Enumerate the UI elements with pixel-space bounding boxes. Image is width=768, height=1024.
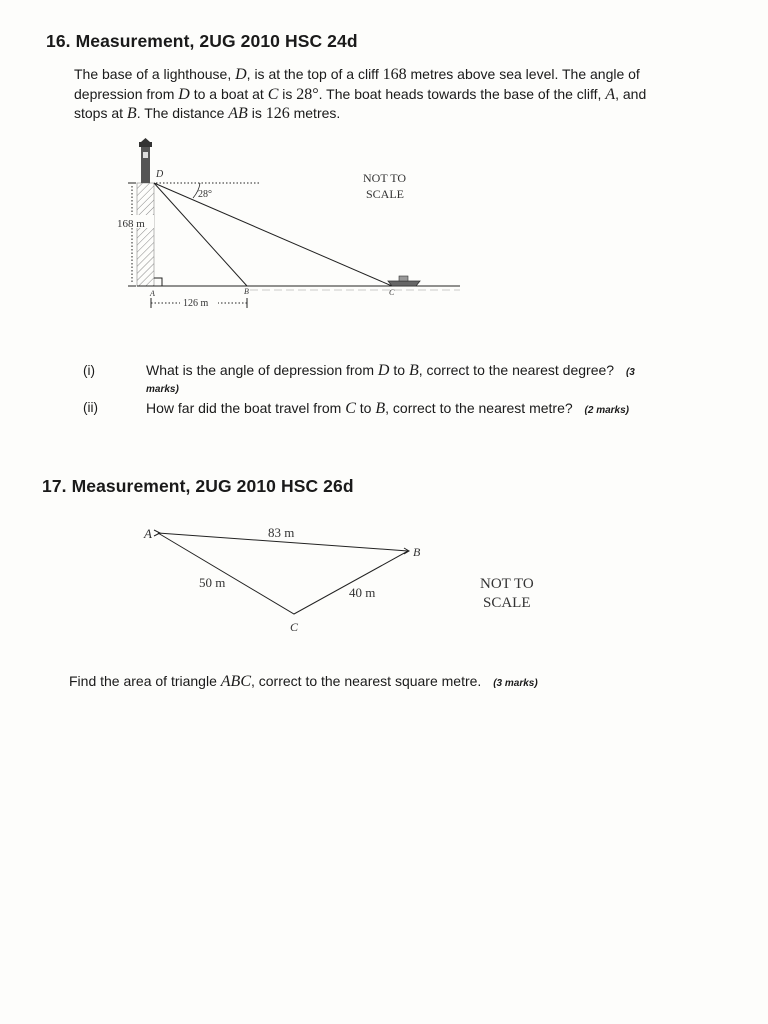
math-ABC: ABC bbox=[220, 673, 251, 690]
text: , correct to the nearest degree? bbox=[418, 362, 615, 378]
math-A: A bbox=[605, 85, 616, 103]
math-28-degrees: 28° bbox=[296, 85, 319, 103]
text: , correct to the nearest metre? bbox=[385, 400, 573, 416]
label-A: A bbox=[150, 289, 155, 298]
text: . The distance bbox=[136, 105, 229, 121]
label-base: 126 m bbox=[183, 298, 209, 309]
text: , correct to the nearest square metre. bbox=[250, 673, 482, 689]
text: depression from bbox=[74, 85, 179, 102]
text: metres. bbox=[289, 105, 341, 121]
text: How far did the boat travel from bbox=[146, 400, 346, 416]
side-label-AB: 83 m bbox=[268, 525, 295, 540]
tri-label-C: C bbox=[290, 620, 299, 634]
label-D: D bbox=[156, 169, 164, 180]
tri-not-to-scale-1: NOT TO bbox=[480, 576, 534, 592]
triangle-abc bbox=[158, 533, 408, 614]
text: What is the angle of depression from bbox=[146, 362, 378, 378]
marks-label: (2 marks) bbox=[584, 405, 630, 416]
text: The base of a lighthouse, bbox=[74, 66, 236, 82]
label-angle: 28° bbox=[198, 189, 212, 200]
math-AB: AB bbox=[228, 105, 248, 122]
text: , and bbox=[615, 85, 647, 102]
not-to-scale-line-1: NOT TO bbox=[363, 171, 407, 185]
side-label-BC: 40 m bbox=[349, 585, 376, 600]
part-i-number: (i) bbox=[83, 363, 95, 378]
question-17-task bbox=[69, 672, 709, 694]
part-i-marks-continued: marks) bbox=[146, 384, 179, 395]
math-D: D bbox=[377, 362, 390, 379]
math-126: 126 bbox=[265, 105, 290, 122]
text: to a boat at bbox=[189, 85, 268, 102]
text: to bbox=[389, 362, 409, 378]
marks-label: (3 marks) bbox=[493, 678, 538, 689]
text: , is at the top of a cliff bbox=[246, 66, 383, 82]
text: is bbox=[278, 85, 297, 102]
not-to-scale-line-2: SCALE bbox=[366, 187, 405, 201]
math-D: D bbox=[235, 66, 247, 83]
math-B: B bbox=[408, 362, 419, 379]
label-B: B bbox=[244, 287, 249, 296]
side-label-AC: 50 m bbox=[199, 575, 226, 590]
tri-label-B: B bbox=[413, 545, 421, 559]
text: metres above sea level. The angle of bbox=[406, 66, 640, 82]
label-C: C bbox=[389, 288, 395, 297]
question-17-heading: 17. Measurement, 2UG 2010 HSC 26d bbox=[42, 476, 354, 496]
label-height: 168 m bbox=[117, 218, 145, 230]
question-16-heading: 16. Measurement, 2UG 2010 HSC 24d bbox=[46, 31, 358, 51]
text: is bbox=[247, 105, 266, 121]
math-C: C bbox=[267, 85, 279, 103]
arrow-mark-a bbox=[154, 530, 160, 536]
text: stops at bbox=[74, 105, 127, 121]
math-B: B bbox=[375, 400, 386, 417]
math-B: B bbox=[126, 105, 137, 122]
marks-label: (3 bbox=[625, 367, 635, 378]
text: to bbox=[355, 400, 376, 416]
math-C: C bbox=[345, 400, 356, 417]
text: Find the area of triangle bbox=[69, 673, 221, 689]
math-168: 168 bbox=[382, 66, 407, 83]
tri-label-A: A bbox=[144, 526, 152, 541]
part-ii-number: (ii) bbox=[83, 400, 98, 415]
math-D: D bbox=[178, 85, 190, 103]
tri-not-to-scale-2: SCALE bbox=[483, 595, 531, 611]
text: . The boat heads towards the base of the cliff, bbox=[318, 85, 606, 102]
